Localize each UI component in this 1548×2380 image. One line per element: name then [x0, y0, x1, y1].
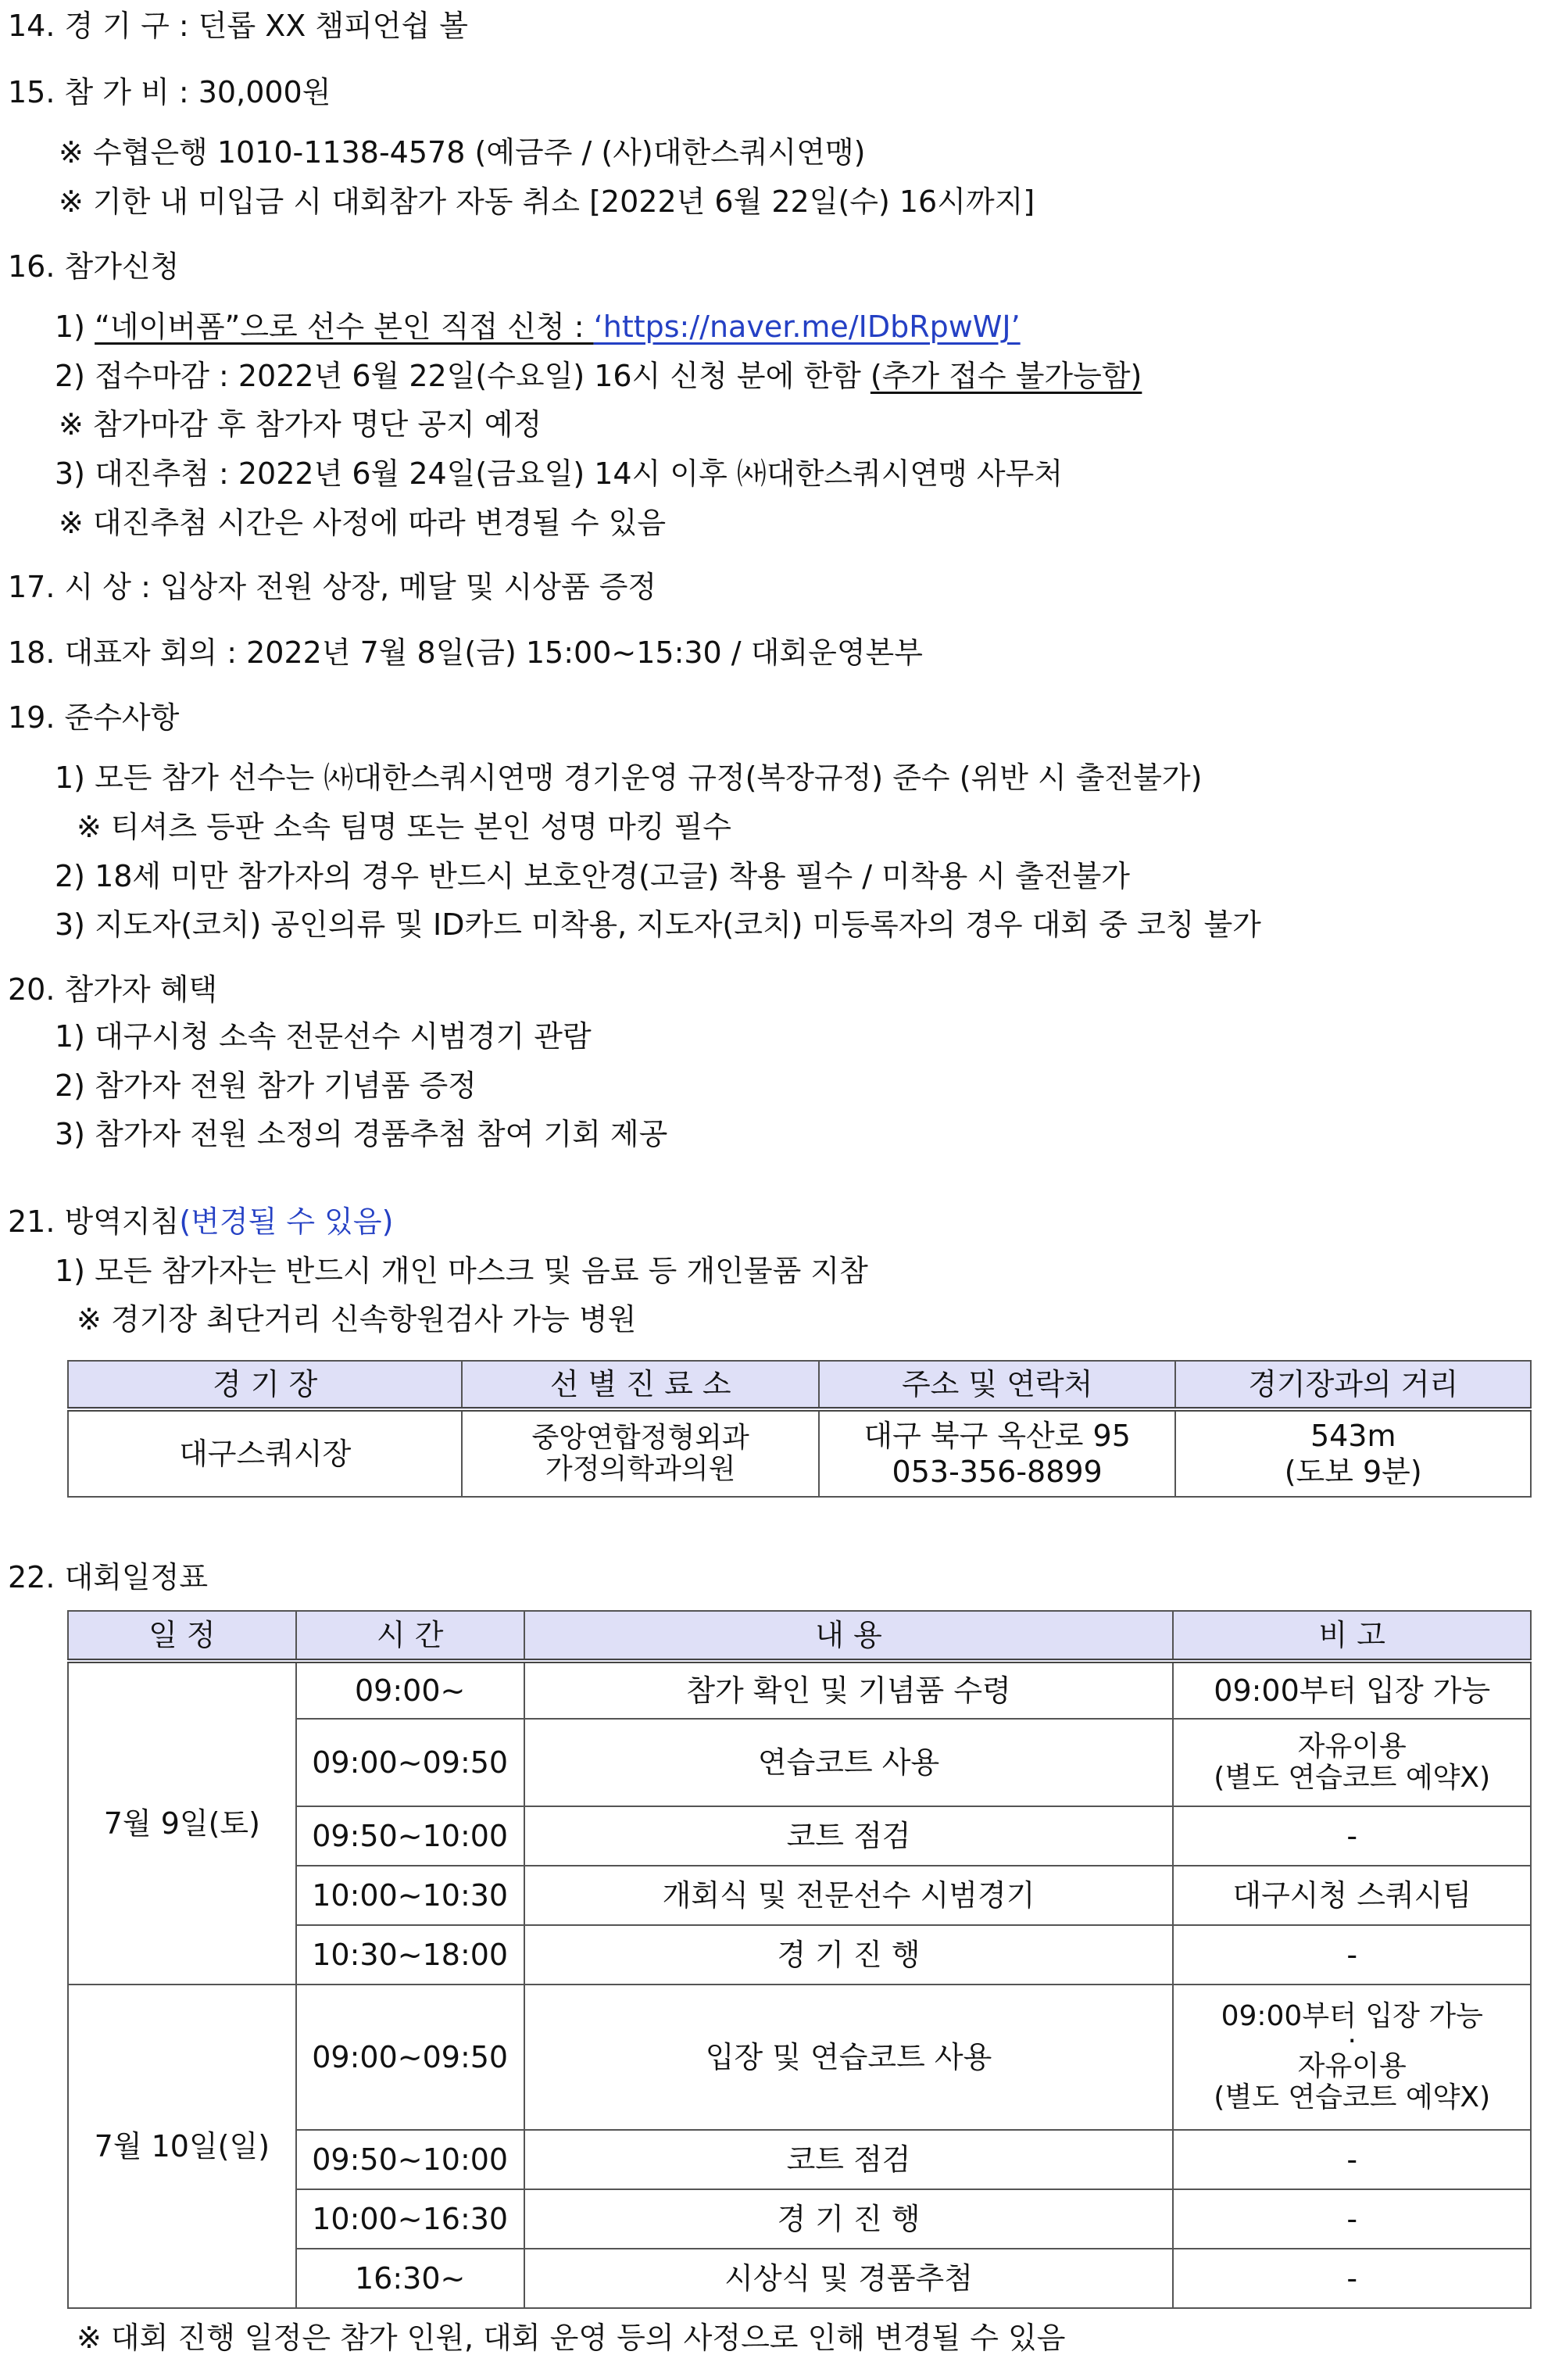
hospital-header-venue: 경 기 장	[68, 1361, 462, 1409]
schedule-note: -	[1173, 1806, 1531, 1866]
schedule-header-content: 내 용	[524, 1611, 1174, 1661]
naver-form-link[interactable]: ‘https://naver.me/IDbRpwWJ’	[593, 310, 1021, 344]
schedule-day-2: 7월 10일(일)	[68, 1985, 296, 2308]
schedule-time: 10:00~10:30	[296, 1866, 524, 1925]
hospital-venue: 대구스쿼시장	[68, 1409, 462, 1497]
schedule-content: 코트 점검	[524, 1806, 1174, 1866]
item-15-note-deadline: ※ 기한 내 미입금 시 대회참가 자동 취소 [2022년 6월 22일(수) 16시까지]	[59, 184, 1035, 219]
schedule-time: 09:00~09:50	[296, 1719, 524, 1806]
table-row	[68, 1985, 1531, 2130]
item-15-note-bank: ※ 수협은행 1010-1138-4578 (예금주 / (사)대한스쿼시연맹)	[59, 135, 866, 170]
schedule-time: 10:30~18:00	[296, 1925, 524, 1985]
item-20: 20. 참가자 혜택	[8, 972, 218, 1007]
hospital-header-distance: 경기장과의 거리	[1175, 1361, 1531, 1409]
schedule-time: 09:50~10:00	[296, 1806, 524, 1866]
item-21-title: 21. 방역지침	[8, 1204, 180, 1239]
item-17: 17. 시 상 : 입상자 전원 상장, 메달 및 시상품 증정	[8, 570, 657, 604]
item-21-1: 1) 모든 참가자는 반드시 개인 마스크 및 음료 등 개인물품 지참	[55, 1254, 868, 1288]
schedule-note: 09:00부터 입장 가능	[1173, 1661, 1531, 1719]
item-20-2: 2) 참가자 전원 참가 기념품 증정	[55, 1068, 477, 1103]
item-22: 22. 대회일정표	[8, 1560, 209, 1594]
hospital-header-address: 주소 및 연락처	[819, 1361, 1176, 1409]
item-16-2	[55, 358, 1142, 394]
schedule-note: -	[1173, 2130, 1531, 2189]
item-19-2: 2) 18세 미만 참가자의 경우 반드시 보호안경(고글) 착용 필수 / 미착용 시 출전불가	[55, 859, 1131, 893]
schedule-header-date: 일 정	[68, 1611, 296, 1661]
item-21	[8, 1204, 393, 1240]
item-14: 14. 경 기 구 : 던롭 XX 챔피언쉽 볼	[8, 9, 469, 43]
schedule-table	[67, 1610, 1532, 2309]
item-16-1-prefix: 1)	[55, 310, 95, 344]
item-18: 18. 대표자 회의 : 2022년 7월 8일(금) 15:00~15:30 / 대회운영본부	[8, 635, 923, 670]
item-19: 19. 준수사항	[8, 700, 180, 735]
item-16-2-underlined: (추가 접수 불가능함)	[870, 359, 1142, 393]
item-19-note: ※ 티셔츠 등판 소속 팀명 또는 본인 성명 마킹 필수	[77, 810, 732, 844]
schedule-header-note: 비 고	[1173, 1611, 1531, 1661]
schedule-header-time: 시 간	[296, 1611, 524, 1661]
table-row	[68, 1409, 1531, 1497]
schedule-note: -	[1173, 1925, 1531, 1985]
schedule-day-1: 7월 9일(토)	[68, 1661, 296, 1985]
schedule-note: 대구시청 스쿼시팀	[1173, 1866, 1531, 1925]
item-20-3: 3) 참가자 전원 소정의 경품추첨 참여 기회 제공	[55, 1117, 668, 1151]
item-16-note-draw: ※ 대진추첨 시간은 사정에 따라 변경될 수 있음	[59, 506, 667, 540]
hospital-header-clinic: 선 별 진 료 소	[462, 1361, 818, 1409]
item-19-1: 1) 모든 참가 선수는 ㈔대한스쿼시연맹 경기운영 규정(복장규정) 준수 (위반 시 출전불가)	[55, 761, 1203, 795]
hospital-clinic: 중앙연합정형외과 가정의학과의원	[462, 1409, 818, 1497]
item-16-1-text: “네이버폼”으로 선수 본인 직접 신청 :	[95, 310, 594, 344]
schedule-content: 경 기 진 행	[524, 1925, 1174, 1985]
item-19-3: 3) 지도자(코치) 공인의류 및 ID카드 미착용, 지도자(코치) 미등록자의 경우 대회 중 코칭 불가	[55, 907, 1261, 942]
item-15: 15. 참 가 비 : 30,000원	[8, 75, 331, 109]
item-21-blue-note: (변경될 수 있음)	[179, 1204, 394, 1239]
schedule-time: 09:00~09:50	[296, 1985, 524, 2130]
schedule-content: 입장 및 연습코트 사용	[524, 1985, 1174, 2130]
schedule-content: 개회식 및 전문선수 시범경기	[524, 1866, 1174, 1925]
schedule-note: -	[1173, 2189, 1531, 2249]
schedule-time: 16:30~	[296, 2249, 524, 2308]
hospital-table	[67, 1360, 1532, 1498]
hospital-address: 대구 북구 옥산로 95 053-356-8899	[819, 1409, 1176, 1497]
item-16-3: 3) 대진추첨 : 2022년 6월 24일(금요일) 14시 이후 ㈔대한스쿼시연맹 사무처	[55, 456, 1064, 491]
schedule-content: 경 기 진 행	[524, 2189, 1174, 2249]
item-21-note: ※ 경기장 최단거리 신속항원검사 가능 병원	[77, 1302, 637, 1337]
schedule-time: 09:50~10:00	[296, 2130, 524, 2189]
hospital-distance: 543m (도보 9분)	[1175, 1409, 1531, 1497]
schedule-note: -	[1173, 2249, 1531, 2308]
schedule-content: 참가 확인 및 기념품 수령	[524, 1661, 1174, 1719]
table-row	[68, 1661, 1531, 1719]
item-20-1: 1) 대구시청 소속 전문선수 시범경기 관람	[55, 1019, 592, 1054]
item-16-1	[55, 309, 1021, 345]
schedule-note: 09:00부터 입장 가능 · 자유이용 (별도 연습코트 예약X)	[1173, 1985, 1531, 2130]
schedule-footnote: ※ 대회 진행 일정은 참가 인원, 대회 운영 등의 사정으로 인해 변경될 수 있음	[77, 2321, 1066, 2355]
schedule-content: 코트 점검	[524, 2130, 1174, 2189]
schedule-content: 연습코트 사용	[524, 1719, 1174, 1806]
item-16-note-list: ※ 참가마감 후 참가자 명단 공지 예정	[59, 407, 542, 442]
item-16-2-prefix: 2) 접수마감 : 2022년 6월 22일(수요일) 16시 신청 분에 한함	[55, 359, 871, 393]
schedule-content: 시상식 및 경품추첨	[524, 2249, 1174, 2308]
item-16: 16. 참가신청	[8, 249, 180, 284]
schedule-time: 10:00~16:30	[296, 2189, 524, 2249]
schedule-note: 자유이용 (별도 연습코트 예약X)	[1173, 1719, 1531, 1806]
schedule-time: 09:00~	[296, 1661, 524, 1719]
